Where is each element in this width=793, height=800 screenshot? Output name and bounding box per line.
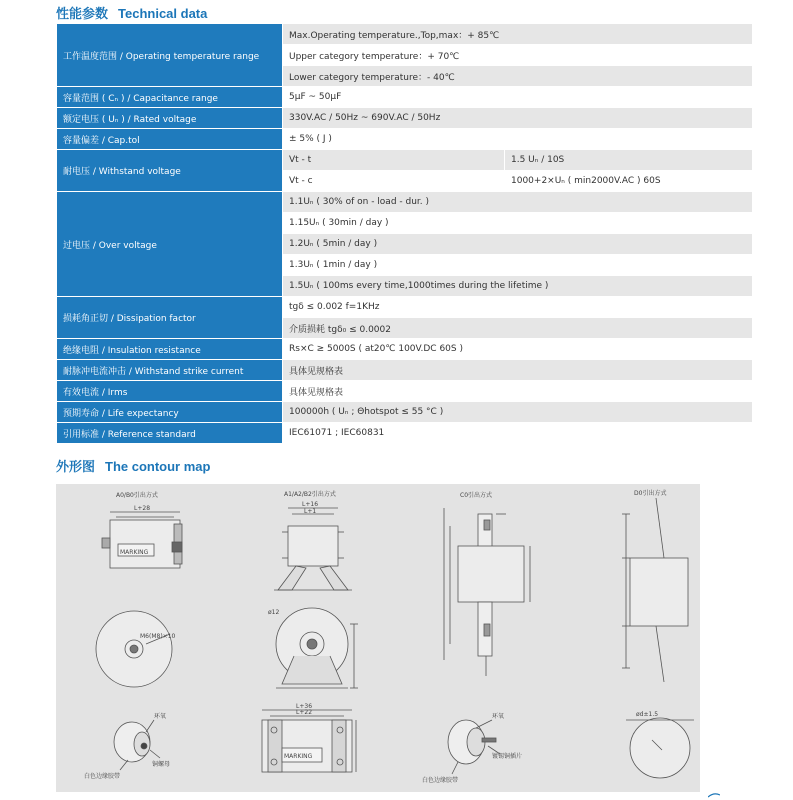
a1-caption: A1/A2/B2引出方式 (284, 491, 336, 498)
table-row (57, 339, 753, 360)
cell-value: Max.Operating temperature.,Top,max：+ 85℃ (283, 24, 753, 45)
cell-value: 1.15Uₙ ( 30min / day ) (283, 213, 753, 234)
a0-white-tape-label: 白色边缘胶带 (84, 773, 121, 780)
a1-dim-l1: L+1 (304, 508, 317, 515)
row-label: 有效电流 / Irms (57, 381, 283, 402)
cell-value: 100000h ( Uₙ ; Θhotspot ≤ 55 °C ) (283, 402, 753, 423)
a1-marking: MARKING (284, 753, 313, 760)
table-row (57, 129, 753, 150)
a0-copper-nut-label: 铜螺母 (152, 761, 171, 768)
d0-caption: D0引出方式 (634, 490, 667, 497)
table-row (57, 150, 753, 171)
cell-value: 具体见规格表 (283, 360, 753, 381)
row-label: 损耗角正切 / Dissipation factor (57, 297, 283, 339)
a1-dim-l16: L+16 (302, 501, 319, 508)
a1-dim-l36: L+36 (296, 703, 313, 710)
section-title-cn: 性能参数 (56, 7, 109, 22)
contour-map-panel (56, 484, 700, 792)
cell-value: 1.2Uₙ ( 5min / day ) (283, 234, 753, 255)
drawing-a1-side (274, 508, 352, 590)
row-label: 额定电压 ( Uₙ ) / Rated voltage (57, 108, 283, 129)
cell-value: 1.5Uₙ ( 100ms every time,1000times during the lifetime ) (283, 276, 753, 297)
a1-dim-l22: L+22 (296, 709, 313, 716)
table-row (57, 297, 753, 318)
drawing-a0b0-front (96, 611, 172, 687)
cell-value: Upper category temperature：+ 70℃ (283, 45, 753, 66)
drawing-d0-front (626, 718, 694, 778)
cell-value: 1.5 Uₙ / 10S (505, 150, 753, 171)
cell-value: 5μF ~ 50μF (283, 87, 753, 108)
c0-ring-label: 环氧 (492, 713, 505, 720)
row-label: 工作温度范围 / Operating temperature range (57, 24, 283, 87)
c0-white-tape-label: 白色边缘胶带 (422, 777, 459, 784)
table-row (57, 423, 753, 444)
a0-marking: MARKING (120, 549, 149, 556)
c0-caption: C0引出方式 (460, 492, 493, 499)
row-label: 过电压 / Over voltage (57, 192, 283, 297)
technical-data-table (56, 23, 753, 444)
contour-drawings (56, 484, 700, 792)
row-label: 容量偏差 / Cap.tol (57, 129, 283, 150)
section-title-cn: 外形图 (56, 460, 96, 475)
row-label: 绝缘电阻 / Insulation resistance (57, 339, 283, 360)
cell-value: 介质损耗 tgδ₀ ≤ 0.0002 (283, 318, 753, 339)
table-row (57, 87, 753, 108)
drawing-a0b0-side (102, 512, 182, 568)
cell-value: Rs×C ≥ 5000S ( at20℃ 100V.DC 60S ) (283, 339, 753, 360)
a0-m6-label: M6(M8)×10 (140, 633, 176, 640)
section-title-en: The contour map (105, 459, 211, 474)
table-row (57, 360, 753, 381)
drawing-d0-side (622, 498, 688, 682)
table-row (57, 24, 753, 45)
row-label: 引用标准 / Reference standard (57, 423, 283, 444)
row-label: 耐脉冲电流冲击 / Withstand strike current (57, 360, 283, 381)
page-corner-mark (708, 792, 720, 798)
a0-dim-l28: L+28 (134, 505, 151, 512)
row-label: 耐电压 / Withstand voltage (57, 150, 283, 192)
a0b0-caption: A0/B0引出方式 (116, 492, 158, 499)
a0-ring-label: 环氧 (154, 713, 167, 720)
cell-value: Vt - t (283, 150, 505, 171)
d0-dia-label: ød±1.5 (636, 711, 659, 718)
a1-dia-label: ø12 (268, 609, 280, 616)
table-row (57, 108, 753, 129)
cell-value: 330V.AC / 50Hz ~ 690V.AC / 50Hz (283, 108, 753, 129)
cell-value: tgδ ≤ 0.002 f=1KHz (283, 297, 753, 318)
drawing-a1-top (262, 710, 356, 772)
cell-value: 1.1Uₙ ( 30% of on - load - dur. ) (283, 192, 753, 213)
technical-data-title (56, 3, 207, 23)
table-row (57, 381, 753, 402)
drawing-a1-front (276, 608, 358, 688)
drawing-c0-iso (448, 720, 500, 774)
cell-value: IEC61071 ; IEC60831 (283, 423, 753, 444)
table-row (57, 402, 753, 423)
cell-value: Lower category temperature：- 40℃ (283, 66, 753, 87)
cell-value: Vt - c (283, 171, 505, 192)
c0-copper-sheet-label: 镀锡铜插片 (492, 753, 523, 760)
contour-map-title (56, 456, 210, 476)
row-label: 预期寿命 / Life expectancy (57, 402, 283, 423)
cell-value: ± 5% ( J ) (283, 129, 753, 150)
cell-value: 具体见规格表 (283, 381, 753, 402)
drawing-c0-side (444, 508, 530, 676)
table-row (57, 192, 753, 213)
cell-value: 1000+2×Uₙ ( min2000V.AC ) 60S (505, 171, 753, 192)
section-title-en: Technical data (118, 6, 208, 21)
cell-value: 1.3Uₙ ( 1min / day ) (283, 255, 753, 276)
row-label: 容量范围 ( Cₙ ) / Capacitance range (57, 87, 283, 108)
